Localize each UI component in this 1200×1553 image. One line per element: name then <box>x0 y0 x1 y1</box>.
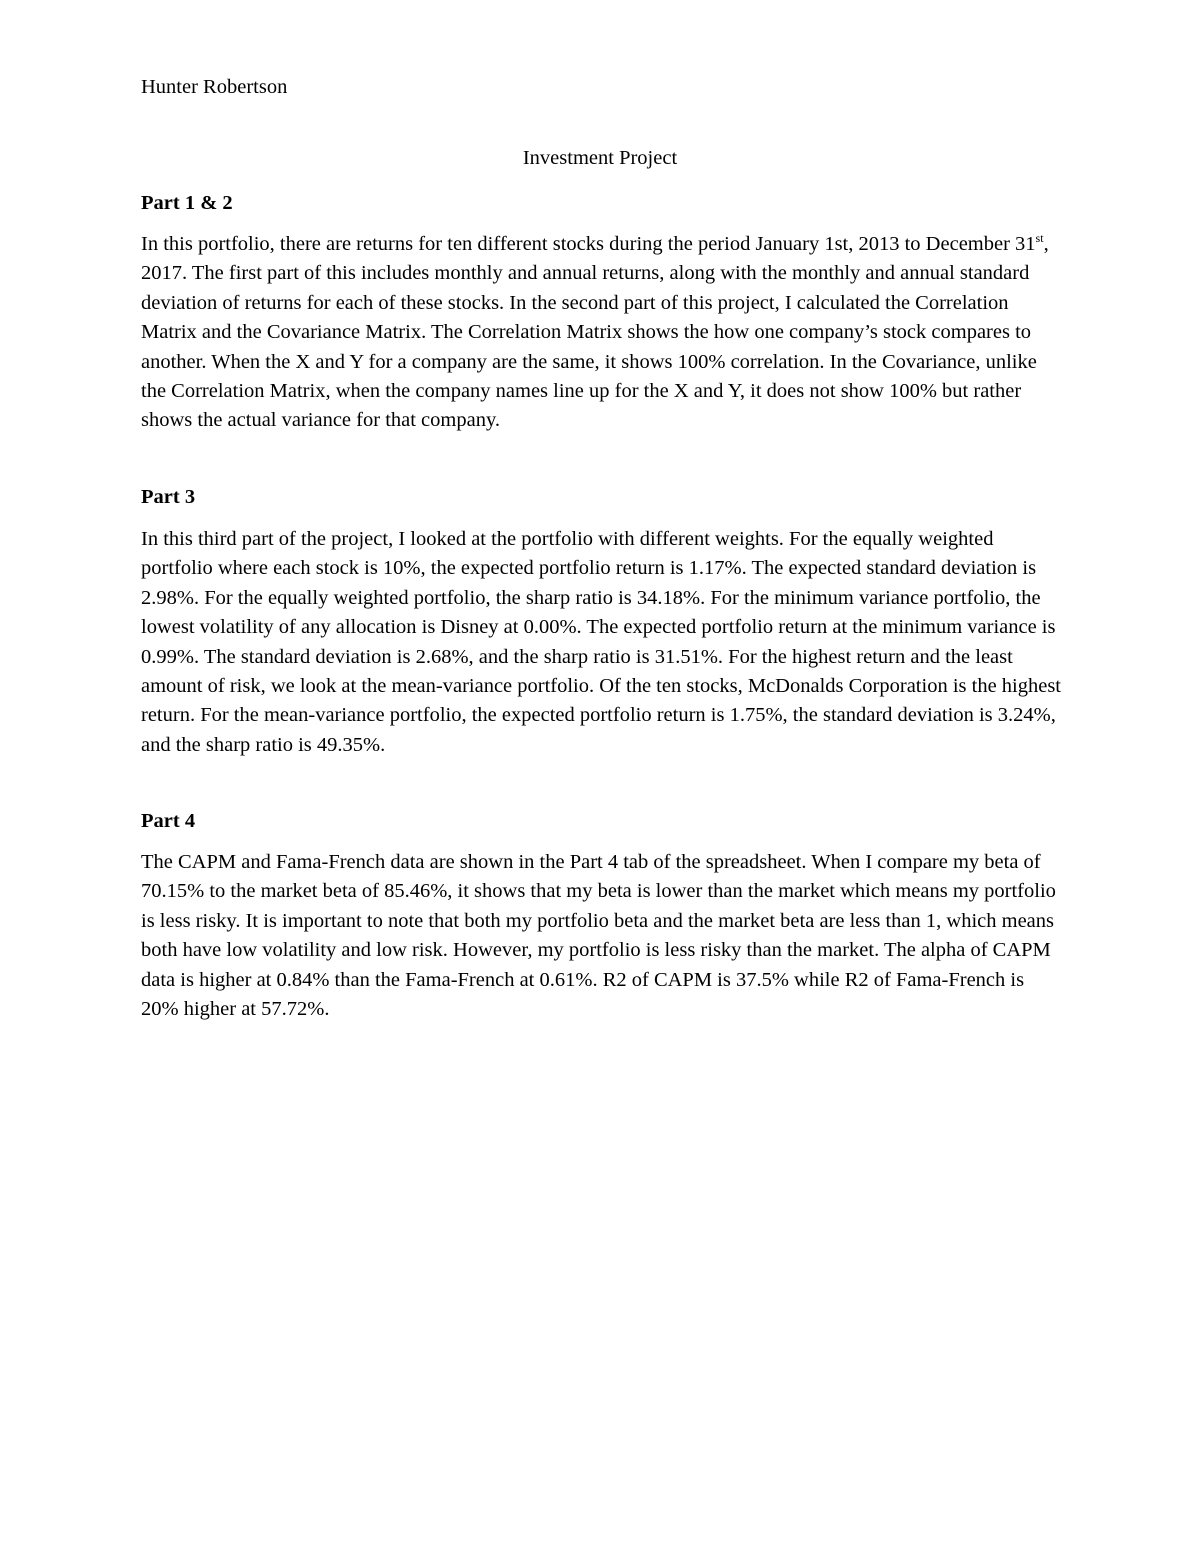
document-title: Investment Project <box>522 147 678 169</box>
author-name: Hunter Robertson <box>141 76 288 98</box>
section-heading-part-1-2: Part 1 & 2 <box>141 192 233 214</box>
section-paragraph-part-4: The CAPM and Fama-French data are shown in the Part 4 tab of the spreadsheet. When I compare my beta of 70.15% to the market beta of 85.46%, it shows that my beta is lower than the market which means my portfolio is less risky. It is important to note that both my portfolio beta and the market beta are less than 1, which means both have low volatility and low risk. However, my portfolio is less risky than the market. The alpha of CAPM data is higher at 0.84% than the Fama-French at 0.61%. R2 of CAPM is 37.5% while R2 of Fama-French is 20% higher at 57.72%. <box>141 851 1056 1021</box>
section-heading-part-3: Part 3 <box>141 486 196 508</box>
section-heading-part-4: Part 4 <box>141 810 196 832</box>
paragraph-text: , 2017. The first part of this includes monthly and annual returns, along with the monthly and annual standard deviation of returns for each of these stocks. In the second part of this project, I calculated the Correlation Matrix and the Covariance Matrix. The Correlation Matrix shows the how one company’s stock compares to another. When the X and Y for a company are the same, it shows 100% correlation. In the Covariance, unlike the Correlation Matrix, when the company names line up for the X and Y, it does not show 100% but rather shows the actual variance for that company. <box>141 233 1049 432</box>
paragraph-text: In this portfolio, there are returns for ten different stocks during the period January 1st, 2013 to December 31 <box>141 233 1036 255</box>
section-paragraph-part-3: In this third part of the project, I looked at the portfolio with different weights. For the equally weighted portfolio where each stock is 10%, the expected portfolio return is 1.17%. The expected standard deviation is 2.98%. For the equally weighted portfolio, the sharp ratio is 34.18%. For the minimum variance portfolio, the lowest volatility of any allocation is Disney at 0.00%. The expected portfolio return at the minimum variance is 0.99%. The standard deviation is 2.68%, and the sharp ratio is 31.51%. For the highest return and the least amount of risk, we look at the mean-variance portfolio. Of the ten stocks, McDonalds Corporation is the highest return. For the mean-variance portfolio, the expected portfolio return is 1.75%, the standard deviation is 3.24%, and the sharp ratio is 49.35%. <box>141 528 1062 756</box>
ordinal-superscript: st <box>1035 231 1044 245</box>
section-paragraph-part-1-2 <box>141 230 1061 436</box>
